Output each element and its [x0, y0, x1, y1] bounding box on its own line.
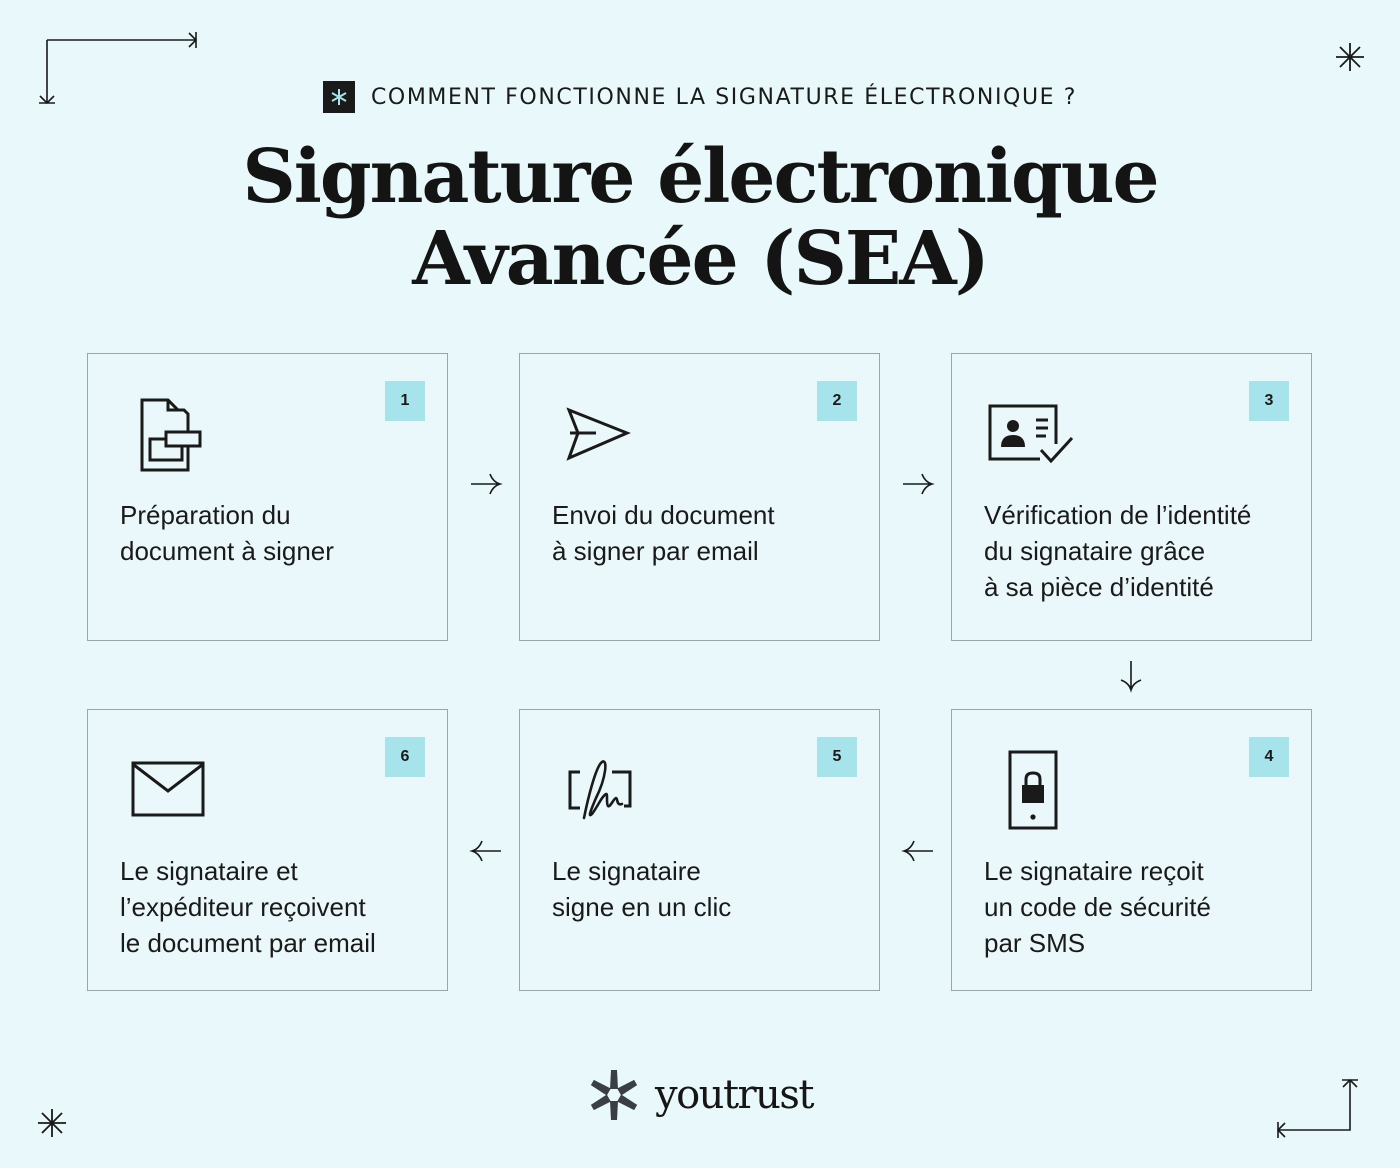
step-card-3	[951, 353, 1312, 641]
eyebrow	[0, 81, 1400, 113]
eyebrow-text: COMMENT FONCTIONNE LA SIGNATURE ÉLECTRONIQUE ?	[370, 84, 1078, 110]
step-number: 1	[385, 381, 425, 421]
arrow-left-icon	[469, 837, 503, 865]
step-text: Envoi du document à signer par email	[552, 500, 775, 566]
step-card-2	[519, 353, 880, 641]
step-number: 4	[1249, 737, 1289, 777]
arrow-down-icon	[1117, 659, 1145, 693]
step-text: Préparation du document à signer	[120, 500, 334, 566]
brand-logo	[0, 1068, 1400, 1122]
send-icon	[566, 406, 632, 462]
page-title	[0, 136, 1400, 300]
step-card-4	[951, 709, 1312, 991]
step-number: 3	[1249, 381, 1289, 421]
step-card-6	[87, 709, 448, 991]
step-text: Le signataire reçoit un code de sécurité par SMS	[984, 856, 1211, 958]
document-icon	[138, 396, 202, 472]
id-card-check-icon	[988, 404, 1078, 466]
step-number: 5	[817, 737, 857, 777]
phone-lock-icon	[1007, 749, 1059, 831]
step-card-5	[519, 709, 880, 991]
logo-wordmark: youtrust	[655, 1072, 813, 1118]
step-text: Le signataire signe en un clic	[552, 856, 732, 922]
step-text: Le signataire et l’expéditeur reçoivent le document par email	[120, 856, 376, 958]
envelope-icon	[131, 760, 205, 818]
arrow-right-icon	[469, 470, 503, 498]
arrow-right-icon	[901, 470, 935, 498]
title-line-1: Signature électronique	[242, 134, 1158, 220]
signature-icon	[566, 758, 634, 824]
title-line-2: Avancée (SEA)	[412, 216, 988, 302]
arrow-left-icon	[901, 837, 935, 865]
step-card-1	[87, 353, 448, 641]
step-text: Vérification de l’identité du signataire grâce à sa pièce d’identité	[984, 500, 1252, 602]
step-number: 2	[817, 381, 857, 421]
youtrust-logo-icon	[587, 1068, 641, 1122]
step-number: 6	[385, 737, 425, 777]
asterisk-icon	[1334, 41, 1366, 73]
asterisk-badge-icon	[323, 81, 355, 113]
